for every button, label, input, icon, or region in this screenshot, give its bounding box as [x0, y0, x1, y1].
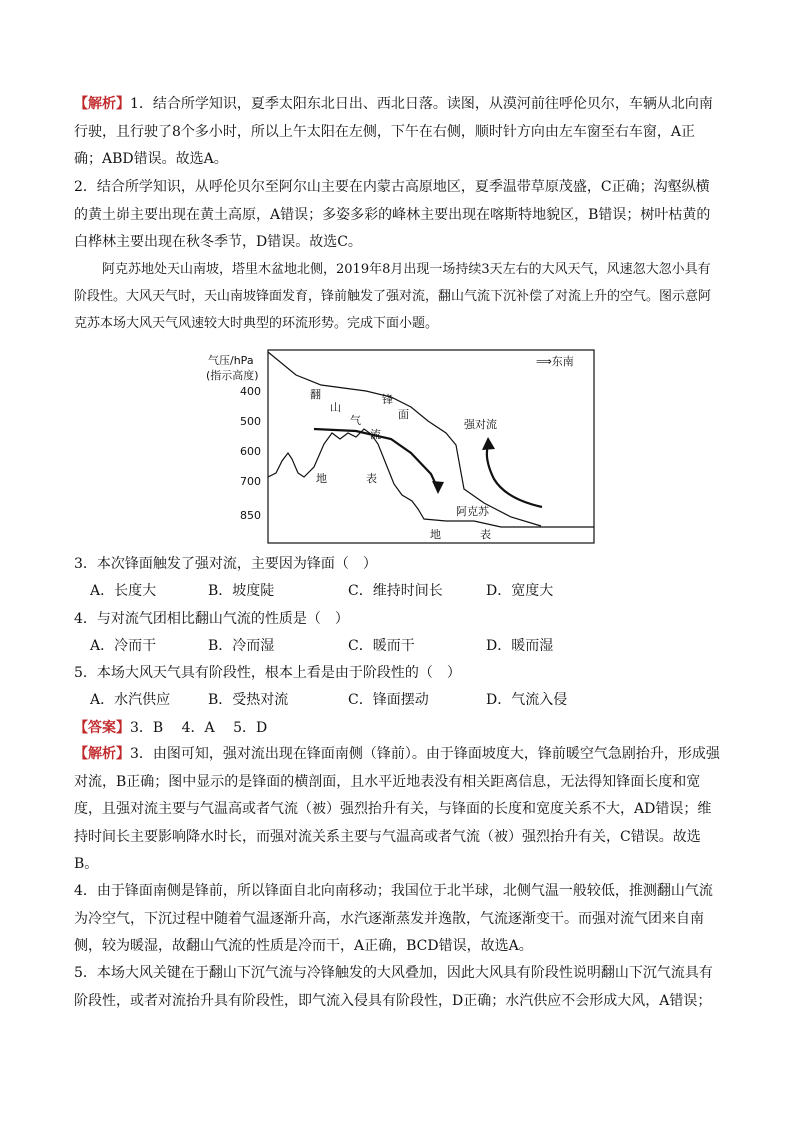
- analysis-q1: [74, 91, 722, 174]
- circulation-diagram: [206, 349, 596, 545]
- convection-label: 强对流: [464, 418, 497, 431]
- question-3-option-d: D．宽度大: [486, 583, 554, 599]
- question-5-option-d: D．气流入侵: [486, 692, 568, 708]
- tick-700: 700: [240, 475, 261, 488]
- analysis-label: 【解析】: [74, 96, 130, 112]
- front-label-1: 锋: [382, 393, 393, 406]
- question-5-stem: 5．本场大风天气具有阶段性，根本上看是由于阶段性的（ ）: [74, 665, 461, 681]
- tick-500: 500: [240, 415, 261, 428]
- question-3-options: [74, 580, 722, 602]
- surface-label-right-1: 地: [430, 528, 441, 541]
- answer-label: 【答案】: [74, 720, 130, 736]
- y-axis-subtitle: (指示高度): [206, 369, 259, 382]
- question-4-options: [74, 635, 722, 657]
- analysis-q4: 4．由于锋面南侧是锋前，所以锋面自北向南移动；我国位于北半球，北侧气温一般较低，推测翻山气流为冷空气，下沉过程中随着气温逐渐升高，水汽逐渐蒸发并逸散，气流逐渐变干。而强对流气团来自南侧，较为暖湿，故翻山气流的性质是冷而干，A正确，BCD错误，故选A。: [74, 883, 713, 954]
- diagram-frame: [268, 350, 594, 543]
- analysis-q1-text: 1．结合所学知识，夏季太阳东北日出、西北日落。读图，从漠河前往呼伦贝尔，车辆从北向南行驶，且行驶了8个多小时，所以上午太阳在左侧，下午在右侧，顺时针方向由左车窗至右车窗，A正确；ABD错误。故选A。: [74, 96, 713, 167]
- question-3-stem: 3．本次锋面触发了强对流，主要因为锋面（ ）: [74, 556, 377, 572]
- surface-label-right-2: 表: [480, 528, 491, 541]
- mountain-flow-label-3: 气: [350, 414, 361, 427]
- question-4-stem: 4．与对流气团相比翻山气流的性质是（ ）: [74, 611, 349, 627]
- question-3-option-c: C．维持时间长: [348, 583, 443, 599]
- mountain-flow-label-1: 翻: [310, 388, 321, 401]
- mountain-flow-label-4: 流: [370, 428, 381, 441]
- convection-arrowhead: [482, 437, 495, 450]
- question-intro: 阿克苏地处天山南坡，塔里木盆地北侧，2019年8月出现一场持续3天左右的大风天气，风速忽大忽小具有阶段性。大风天气时，天山南坡锋面发育，锋前触发了强对流，翻山气流下沉补偿了对流上升的空气。图示意阿克苏本场大风天气风速较大时典型的环流形势。完成下面小题。: [74, 262, 712, 331]
- analysis-q2: 2．结合所学知识，从呼伦贝尔至阿尔山主要在内蒙古高原地区，夏季温带草原茂盛，C正确；沟壑纵横的黄土峁主要出现在黄土高原，A错误；多姿多彩的峰林主要出现在喀斯特地貌区，B错误；树叶枯黄的白桦林主要出现在秋冬季节，D错误。故选C。: [74, 179, 711, 250]
- tick-400: 400: [240, 385, 261, 398]
- front-label-2: 面: [398, 408, 409, 421]
- question-4-option-c: C．暖而干: [348, 638, 415, 654]
- question-3-option-b: B．坡度陡: [208, 583, 275, 599]
- question-5-options: [74, 689, 722, 711]
- question-4-option-d: D．暖而湿: [486, 638, 554, 654]
- tick-850: 850: [240, 509, 261, 522]
- question-5-option-b: B．受热对流: [208, 692, 289, 708]
- direction-label: ⟹东南: [536, 355, 574, 368]
- tick-600: 600: [240, 445, 261, 458]
- question-4-option-b: B．冷而湿: [208, 638, 275, 654]
- y-axis-title: 气压/hPa: [208, 354, 254, 367]
- surface-label-left-2: 表: [366, 472, 377, 485]
- convection-arrow: [487, 445, 542, 507]
- analysis-q5: 5．本场大风关键在于翻山下沉气流与冷锋触发的大风叠加，因此大风具有阶段性说明翻山下沉气流具有阶段性，或者对流抬升具有阶段性，即气流入侵具有阶段性，D正确；水汽供应不会形成大风，A错误；: [74, 965, 713, 1009]
- mountain-flow-label-2: 山: [330, 401, 341, 414]
- analysis-label-2: 【解析】: [74, 746, 130, 762]
- surface-label-left-1: 地: [316, 472, 327, 485]
- mountain-flow-arrowhead: [432, 481, 444, 494]
- question-5-option-c: C．锋面摆动: [348, 692, 429, 708]
- analysis-q3-text: 3．由图可知，强对流出现在锋面南侧（锋前）。由于锋面坡度大，锋前暖空气急剧抬升，形成强对流，B正确；图中显示的是锋面的横剖面，且水平近地表没有相关距离信息，无法得知锋面长度和宽度，且强对流主要与气温高或者气流（被）强烈抬升有关，与锋面的长度和宽度关系不大，AD错误；维持时间长主要影响降水时长，而强对流关系主要与气温高或者气流（被）强烈抬升有关，C错误。故选B。: [74, 746, 720, 872]
- question-4-option-a: A．冷而干: [90, 638, 157, 654]
- question-3-option-a: A．长度大: [90, 583, 157, 599]
- answers-text: 3．B 4．A 5．D: [130, 720, 268, 736]
- aksu-label: 阿克苏: [456, 505, 489, 518]
- analysis-q3: [74, 741, 722, 879]
- answers-line: [74, 717, 722, 739]
- question-5-option-a: A．水汽供应: [90, 692, 171, 708]
- front-surface-line: [268, 352, 541, 526]
